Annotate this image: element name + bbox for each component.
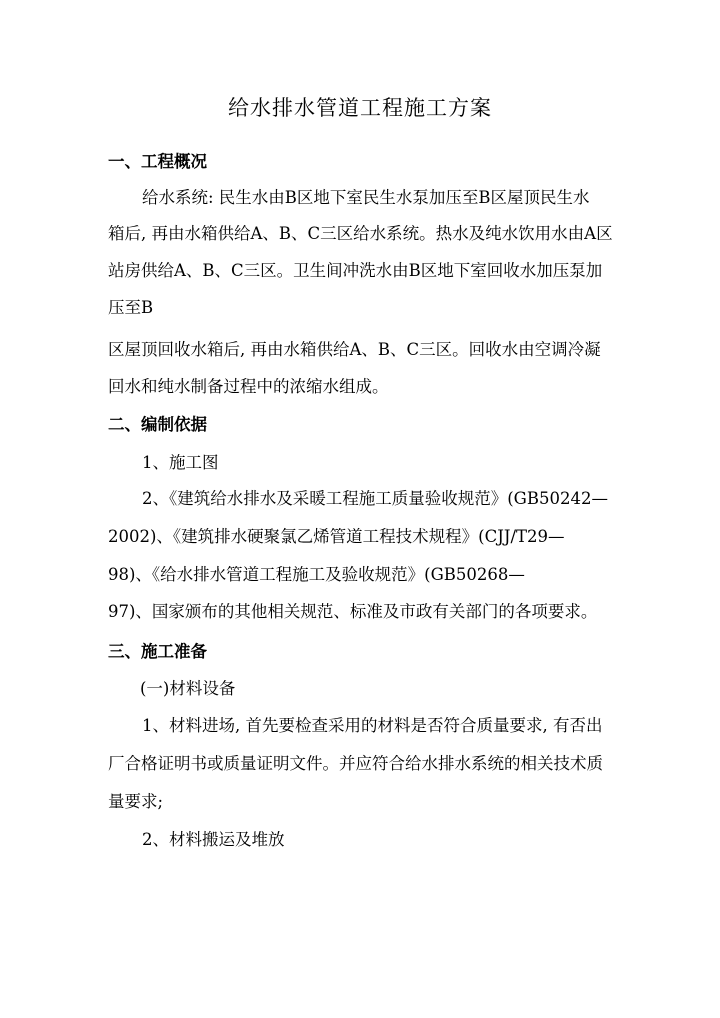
paragraph-line: 区屋顶回收水箱后, 再由水箱供给A、B、C三区。回收水由空调冷凝 [108,340,601,359]
paragraph-line: 97)、国家颁布的其他相关规范、标准及市政有关部门的各项要求。 [108,602,598,621]
paragraph-line: 厂合格证明书或质量证明文件。并应符合给水排水系统的相关技术质 [108,754,603,773]
paragraph-line: 回水和纯水制备过程中的浓缩水组成。 [108,377,389,396]
section-heading-basis: 二、编制依据 [108,415,207,434]
paragraph-line: 2002)、《建筑排水硬聚氯乙烯管道工程技术规程》(CJJ/T29— [108,527,565,546]
list-item: 2、《建筑给水排水及采暖工程施工质量验收规范》(GB50242— [142,489,608,508]
section-heading-overview: 一、工程概况 [108,152,207,171]
section-heading-preparation: 三、施工准备 [108,642,207,661]
paragraph-line: 98)、《给水排水管道工程施工及验收规范》(GB50268— [108,565,525,584]
paragraph-line: 量要求; [108,792,164,811]
paragraph-line: 压至B [108,298,154,317]
document-title: 给水排水管道工程施工方案 [228,96,492,120]
paragraph-line: 站房供给A、B、C三区。卫生间冲洗水由B区地下室回收水加压泵加 [108,261,603,280]
list-item: 1、施工图 [142,453,219,472]
paragraph-line: 箱后, 再由水箱供给A、B、C三区给水系统。热水及纯水饮用水由A区 [108,224,613,243]
list-item: 1、材料进场, 首先要检查采用的材料是否符合质量要求, 有否出 [142,716,603,735]
paragraph-line: 给水系统: 民生水由B区地下室民生水泵加压至B区屋顶民生水 [142,188,590,207]
subsection-heading: (一)材料设备 [140,679,236,698]
list-item: 2、材料搬运及堆放 [142,830,285,849]
